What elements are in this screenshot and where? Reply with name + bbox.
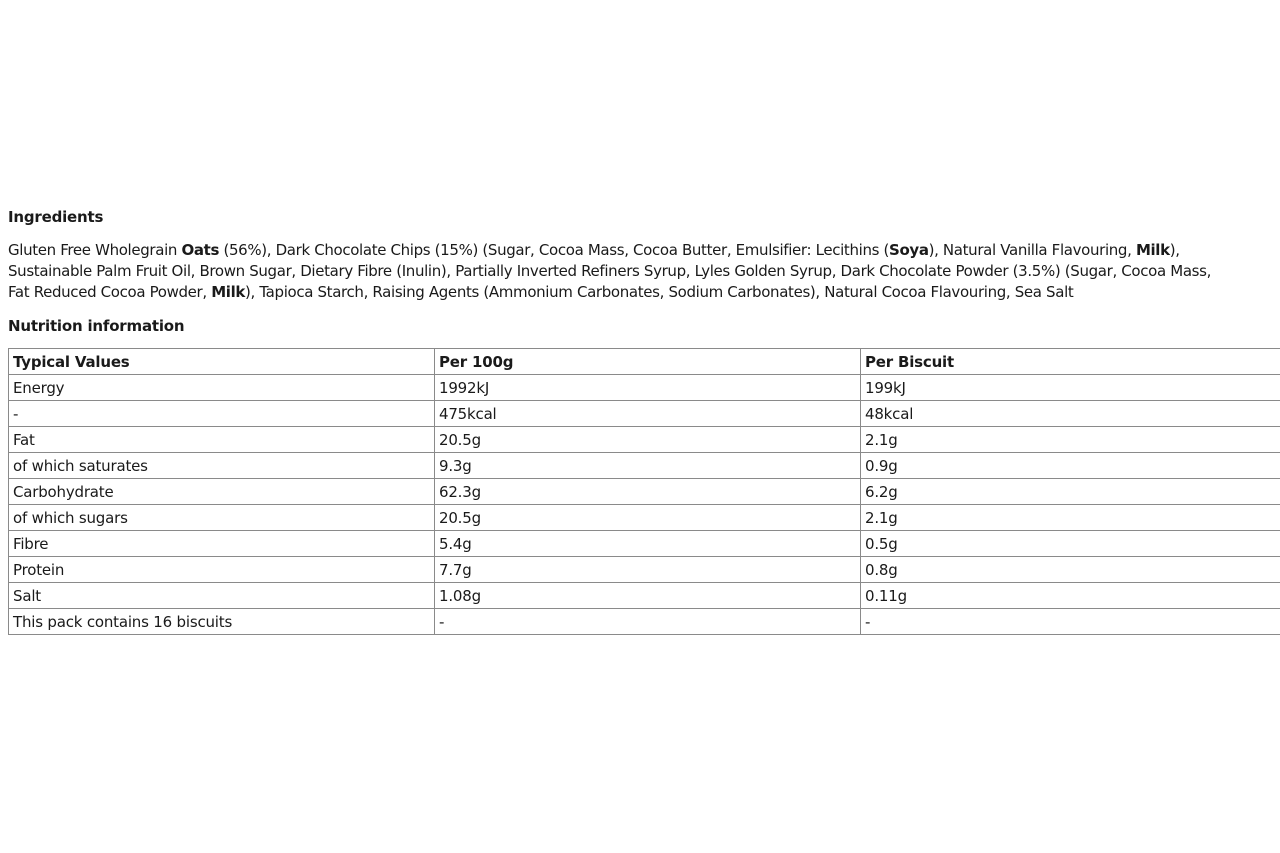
nutrient-name-cell: Carbohydrate [9,479,435,505]
per-100g-cell: - [435,609,861,635]
nutrition-heading: Nutrition information [8,317,185,335]
per-100g-cell: 5.4g [435,531,861,557]
ingredient-text: ), Tapioca Starch, Raising Agents (Ammonium Carbonates, Sodium Carbonates), Natural Cocoa Flavouring, Sea Salt [245,283,1074,301]
nutrient-name-cell: Fat [9,427,435,453]
nutrition-row [9,557,1280,583]
nutrition-row [9,583,1280,609]
per-100g-cell: 62.3g [435,479,861,505]
ingredients-line [8,261,1280,282]
ingredient-text: (56%), Dark Chocolate Chips (15%) (Sugar, Cocoa Mass, Cocoa Butter, Emulsifier: Lecithins ( [219,241,889,259]
nutrition-table [8,348,1280,635]
ingredient-text: Fat Reduced Cocoa Powder, [8,283,212,301]
nutrition-row [9,453,1280,479]
nutrient-name-cell: Salt [9,583,435,609]
nutrient-name-cell: Energy [9,375,435,401]
ingredients-line [8,282,1280,303]
per-100g-cell: 475kcal [435,401,861,427]
per-biscuit-cell: 199kJ [861,375,1280,401]
allergen-text: Milk [1135,241,1170,259]
per-biscuit-cell: - [861,609,1280,635]
nutrient-name-cell: This pack contains 16 biscuits [9,609,435,635]
per-100g-cell: 1.08g [435,583,861,609]
nutrition-row [9,609,1280,635]
per-100g-cell: 20.5g [435,505,861,531]
nutrition-row [9,427,1280,453]
nutrition-row [9,401,1280,427]
nutrition-row [9,505,1280,531]
column-header-per-100g: Per 100g [435,349,861,375]
ingredients-line [8,240,1280,261]
ingredients-text [8,240,1280,303]
per-biscuit-cell: 6.2g [861,479,1280,505]
allergen-text: Soya [888,241,929,259]
ingredient-text: Gluten Free Wholegrain [8,241,182,259]
nutrient-name-cell: Protein [9,557,435,583]
ingredient-text: Sustainable Palm Fruit Oil, Brown Sugar, Dietary Fibre (Inulin), Partially Inverted Refiners Syrup, Lyles Golden Syrup, Dark Chocolate Powder (3.5%) (Sugar, Cocoa Mass, [8,262,1212,280]
nutrition-header-row [9,349,1280,375]
per-biscuit-cell: 0.5g [861,531,1280,557]
ingredient-text: ), [1169,241,1180,259]
per-biscuit-cell: 0.9g [861,453,1280,479]
product-info [8,206,1280,635]
per-biscuit-cell: 0.8g [861,557,1280,583]
nutrition-table-body [9,375,1280,635]
nutrition-row [9,375,1280,401]
nutrition-row [9,479,1280,505]
per-biscuit-cell: 48kcal [861,401,1280,427]
column-header-per-biscuit: Per Biscuit [861,349,1280,375]
allergen-text: Oats [181,241,220,259]
ingredient-text: ), Natural Vanilla Flavouring, [928,241,1136,259]
column-header-typical-values: Typical Values [9,349,435,375]
per-100g-cell: 7.7g [435,557,861,583]
nutrient-name-cell: - [9,401,435,427]
nutrient-name-cell: of which saturates [9,453,435,479]
nutrition-row [9,531,1280,557]
per-biscuit-cell: 0.11g [861,583,1280,609]
per-100g-cell: 1992kJ [435,375,861,401]
per-100g-cell: 9.3g [435,453,861,479]
nutrient-name-cell: of which sugars [9,505,435,531]
per-biscuit-cell: 2.1g [861,427,1280,453]
nutrient-name-cell: Fibre [9,531,435,557]
allergen-text: Milk [211,283,246,301]
ingredients-heading: Ingredients [8,208,104,226]
per-100g-cell: 20.5g [435,427,861,453]
per-biscuit-cell: 2.1g [861,505,1280,531]
